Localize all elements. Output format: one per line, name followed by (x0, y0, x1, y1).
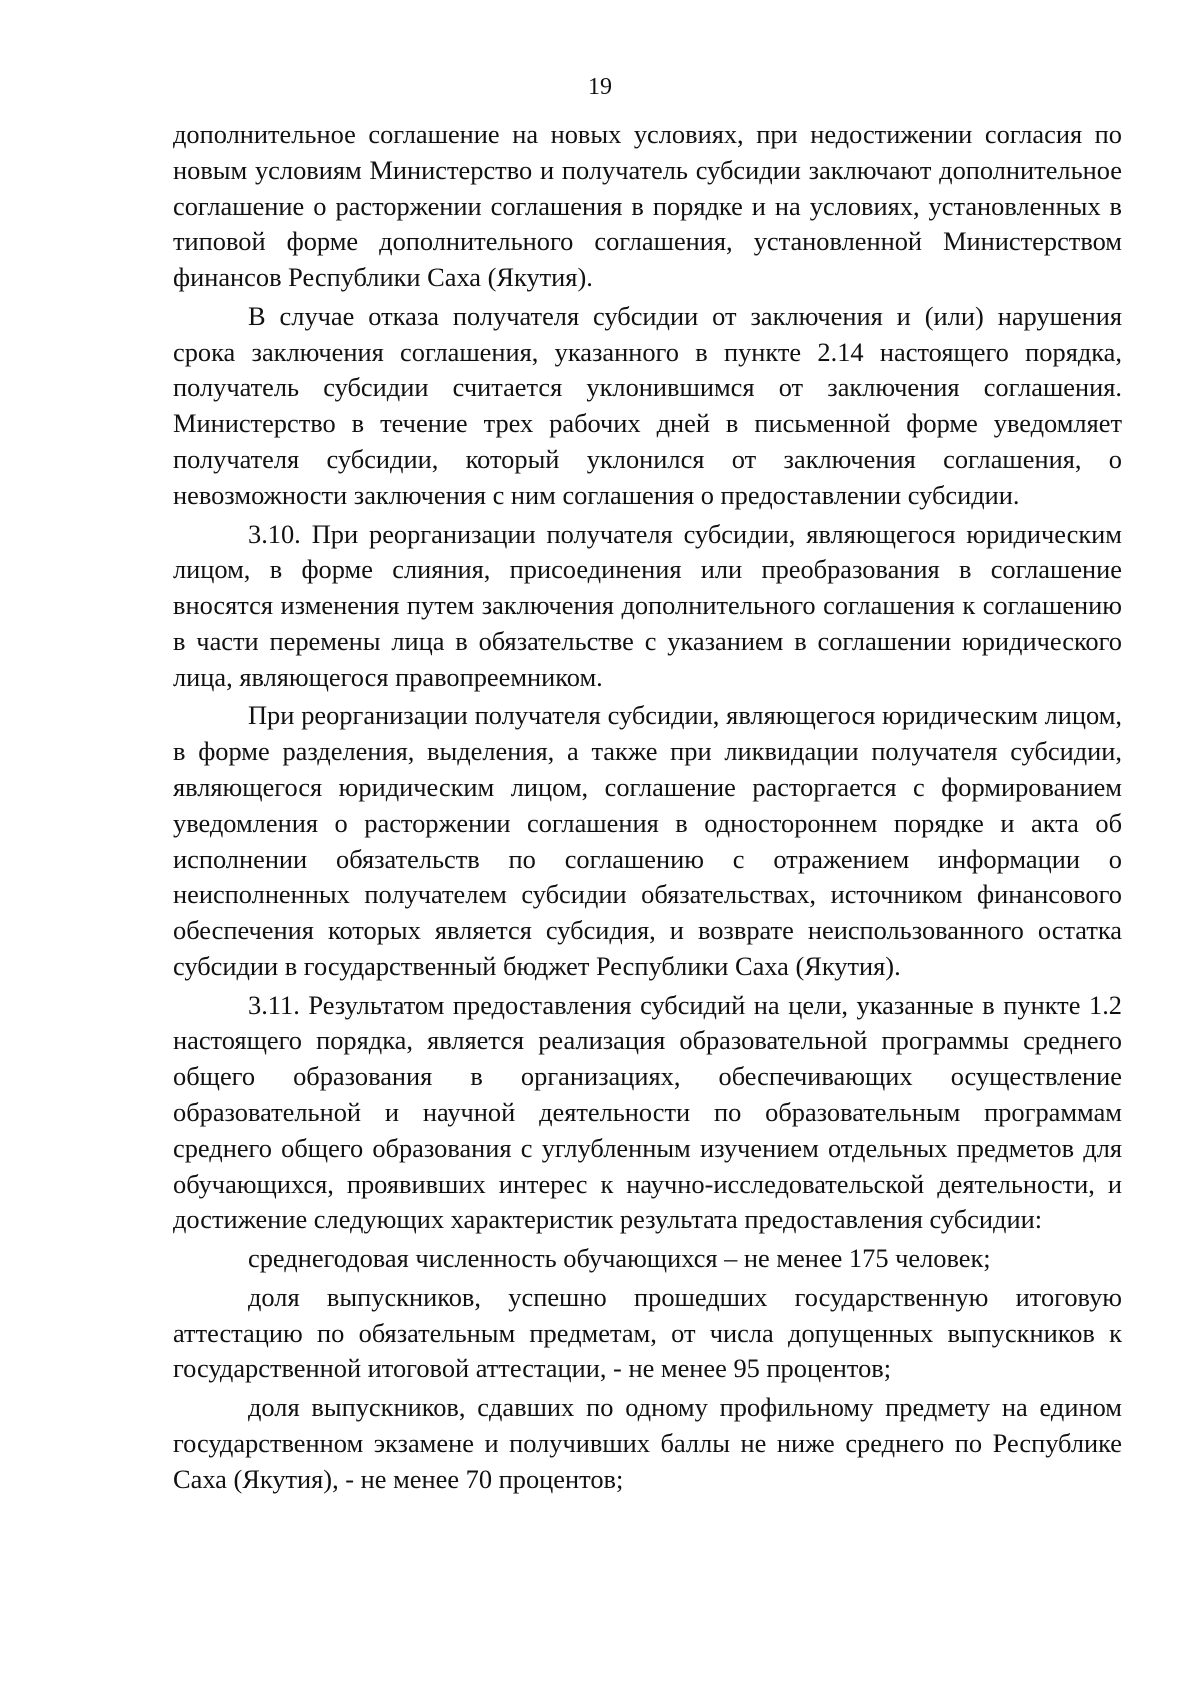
paragraph-continuation: дополнительное соглашение на новых условиях, при недостижении согласия по новым условиям Министерство и получатель субсидии заключают дополнительное соглашение о расторжении соглашения в порядке и на условиях, установленных в типовой форме дополнительного соглашения, установленной Министерством финансов Республики Саха (Якутия). (173, 119, 1122, 293)
paragraph-3-11: 3.11. Результатом предоставления субсидий на цели, указанные в пункте 1.2 настоящего порядка, является реализация образовательной программы среднего общего образования в организациях, обеспечивающих осуществление образовательной и научной деятельности по образовательным программам среднего общего образования с углубленным изучением отдельных предметов для обучающихся, проявивших интерес к научно-исследовательской деятельности, и достижение следующих характеристик результата предоставления субсидии: (173, 989, 1122, 1235)
list-item-average-students: среднегодовая численность обучающихся – не менее 175 человек; (248, 1243, 991, 1274)
paragraph-refusal: В случае отказа получателя субсидии от заключения и (или) нарушения срока заключения соглашения, указанного в пункте 2.14 настоящего порядка, получатель субсидии считается уклонившимся от заключения соглашения. Министерство в течение трех рабочих дней в письменной форме уведомляет получателя субсидии, который уклонился от заключения соглашения, о невозможности заключения с ним соглашения о предоставлении субсидии. (173, 300, 1122, 510)
list-item-graduates-certification: доля выпускников, успешно прошедших государственную итоговую аттестацию по обязательным предметам, от числа допущенных выпускников к государственной итоговой аттестации, - не менее 95 процентов; (173, 1281, 1122, 1384)
paragraph-3-10: 3.10. При реорганизации получателя субсидии, являющегося юридическим лицом, в форме слияния, присоединения или преобразования в соглашение вносятся изменения путем заключения дополнительного соглашения к соглашению в части перемены лица в обязательстве с указанием в соглашении юридического лица, являющегося правопреемником. (173, 518, 1122, 692)
paragraph-reorganization-division: При реорганизации получателя субсидии, являющегося юридическим лицом, в форме разделения, выделения, а также при ликвидации получателя субсидии, являющегося юридическим лицом, соглашение расторгается с формированием уведомления о расторжении соглашения в одностороннем порядке и акта об исполнении обязательств по соглашению с отражением информации о неисполненных получателем субсидии обязательствах, источником финансового обеспечения которых является субсидия, и возврате неиспользованного остатка субсидии в государственный бюджет Республики Саха (Якутия). (173, 700, 1122, 981)
document-body (173, 117, 1122, 1500)
page-number: 19 (588, 74, 612, 100)
list-item-graduates-exam: доля выпускников, сдавших по одному профильному предмету на едином государственном экзамене и получивших баллы не ниже среднего по Республике Саха (Якутия), - не менее 70 процентов; (173, 1392, 1122, 1494)
